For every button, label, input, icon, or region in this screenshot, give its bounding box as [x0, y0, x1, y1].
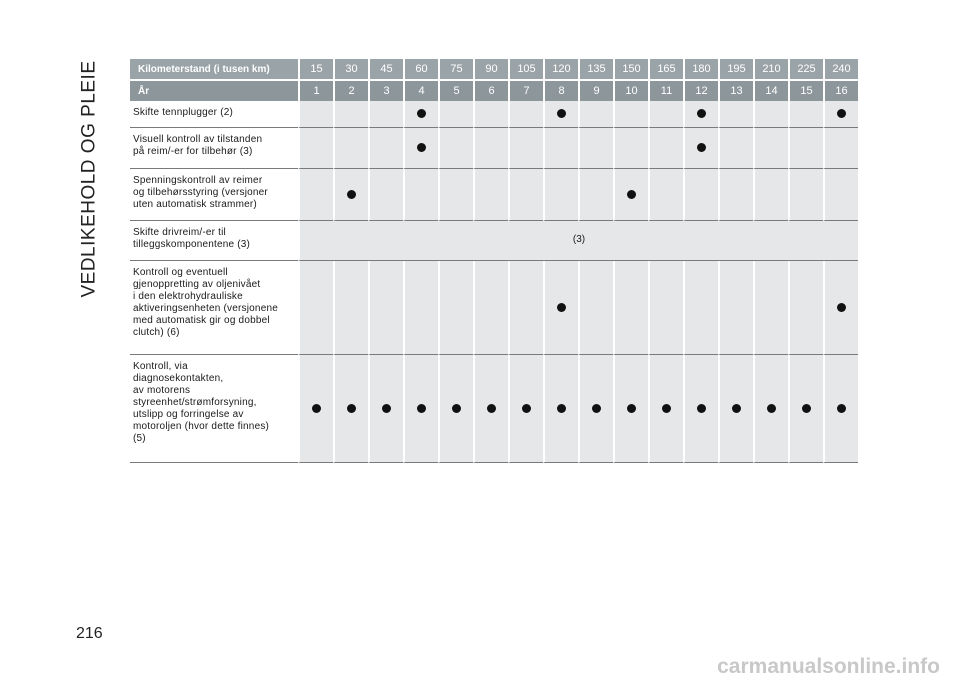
- schedule-cell: [543, 261, 578, 355]
- mileage-header-cell: 225: [788, 59, 823, 79]
- schedule-cell: [788, 128, 823, 169]
- scheduled-dot-icon: [802, 404, 811, 413]
- year-header-label: År: [130, 79, 298, 101]
- mileage-header-cell: 75: [438, 59, 473, 79]
- schedule-cell: [753, 128, 788, 169]
- schedule-cell: [753, 169, 788, 221]
- schedule-cell: [718, 261, 753, 355]
- schedule-cell: [543, 169, 578, 221]
- schedule-cell: [298, 261, 333, 355]
- mileage-header-cell: 90: [473, 59, 508, 79]
- schedule-cell: [438, 128, 473, 169]
- year-header-cell: 11: [648, 79, 683, 101]
- scheduled-dot-icon: [592, 404, 601, 413]
- schedule-cell: [473, 261, 508, 355]
- mileage-header-cell: 165: [648, 59, 683, 79]
- operation-label: Skifte tennplugger (2): [130, 101, 298, 128]
- schedule-cell: [543, 355, 578, 463]
- scheduled-dot-icon: [452, 404, 461, 413]
- schedule-cell: [753, 261, 788, 355]
- operation-label: Kontroll og eventuell gjenoppretting av oljenivået i den elektrohydrauliske aktiveringsenheten (versjonene med automatisk gir og dobbel clutch) (6): [130, 261, 298, 355]
- scheduled-dot-icon: [557, 303, 566, 312]
- schedule-cell: [823, 261, 858, 355]
- scheduled-dot-icon: [697, 404, 706, 413]
- schedule-cell: [438, 355, 473, 463]
- schedule-cell: [508, 169, 543, 221]
- operation-label: Spenningskontroll av reimer og tilbehørsstyring (versjoner uten automatisk strammer): [130, 169, 298, 221]
- mileage-header-cell: 195: [718, 59, 753, 79]
- schedule-cell: [718, 128, 753, 169]
- operation-label: Kontroll, via diagnosekontakten, av motorens styreenhet/strømforsyning, utslipp og forringelse av motoroljen (hvor dette finnes) (5): [130, 355, 298, 463]
- schedule-cell: [578, 101, 613, 128]
- schedule-cell: [333, 169, 368, 221]
- operation-label: Skifte drivreim/-er til tilleggskomponentene (3): [130, 221, 298, 261]
- schedule-cell: [578, 261, 613, 355]
- schedule-cell: [368, 101, 403, 128]
- year-header-cell: 13: [718, 79, 753, 101]
- schedule-cell: [613, 101, 648, 128]
- schedule-cell: [403, 169, 438, 221]
- schedule-cell: [613, 261, 648, 355]
- schedule-cell: [823, 355, 858, 463]
- schedule-cell: [438, 261, 473, 355]
- schedule-cell: [368, 355, 403, 463]
- year-header-cell: 15: [788, 79, 823, 101]
- schedule-cell: [578, 169, 613, 221]
- mileage-header-cell: 60: [403, 59, 438, 79]
- page-number: 216: [76, 625, 103, 642]
- scheduled-dot-icon: [697, 109, 706, 118]
- schedule-cell: [473, 101, 508, 128]
- schedule-cell: [543, 101, 578, 128]
- schedule-cell: [473, 355, 508, 463]
- schedule-cell: [648, 101, 683, 128]
- schedule-cell: [648, 261, 683, 355]
- schedule-cell: [298, 169, 333, 221]
- year-header-cell: 8: [543, 79, 578, 101]
- year-header-cell: 16: [823, 79, 858, 101]
- year-header-cell: 12: [683, 79, 718, 101]
- schedule-cell: [403, 261, 438, 355]
- schedule-cell: [473, 169, 508, 221]
- schedule-body: [130, 101, 858, 463]
- schedule-cell: [333, 101, 368, 128]
- year-header-cell: 4: [403, 79, 438, 101]
- schedule-cell: [368, 128, 403, 169]
- scheduled-dot-icon: [312, 404, 321, 413]
- schedule-cell: [683, 355, 718, 463]
- schedule-cell: [508, 355, 543, 463]
- schedule-cell: [823, 128, 858, 169]
- scheduled-dot-icon: [662, 404, 671, 413]
- mileage-header-cell: 120: [543, 59, 578, 79]
- schedule-cell: [788, 261, 823, 355]
- year-header-row: [130, 79, 858, 101]
- mileage-header-cell: 240: [823, 59, 858, 79]
- schedule-cell: [473, 128, 508, 169]
- schedule-cell: [648, 355, 683, 463]
- schedule-cell: [683, 169, 718, 221]
- section-title: [70, 56, 110, 301]
- mileage-header-cell: 135: [578, 59, 613, 79]
- schedule-cell: [578, 355, 613, 463]
- scheduled-dot-icon: [732, 404, 741, 413]
- schedule-cell: [403, 128, 438, 169]
- schedule-row: [130, 221, 858, 261]
- schedule-cell: [298, 355, 333, 463]
- scheduled-dot-icon: [347, 190, 356, 199]
- schedule-cell: [438, 169, 473, 221]
- scheduled-dot-icon: [557, 404, 566, 413]
- scheduled-dot-icon: [417, 109, 426, 118]
- schedule-cell: [718, 169, 753, 221]
- schedule-cell: [368, 261, 403, 355]
- schedule-cell: [613, 128, 648, 169]
- scheduled-dot-icon: [837, 303, 846, 312]
- schedule-cell: [683, 101, 718, 128]
- mileage-header-cell: 45: [368, 59, 403, 79]
- schedule-row: [130, 355, 858, 463]
- schedule-cell: [753, 101, 788, 128]
- scheduled-dot-icon: [487, 404, 496, 413]
- year-header-cell: 1: [298, 79, 333, 101]
- schedule-cell: [753, 355, 788, 463]
- schedule-cell: [823, 101, 858, 128]
- scheduled-dot-icon: [627, 404, 636, 413]
- scheduled-dot-icon: [417, 143, 426, 152]
- year-header-cell: 5: [438, 79, 473, 101]
- schedule-cell: [648, 169, 683, 221]
- schedule-cell: [613, 169, 648, 221]
- schedule-cell: [298, 101, 333, 128]
- mileage-header-row: [130, 59, 858, 79]
- year-header-cell: 14: [753, 79, 788, 101]
- scheduled-dot-icon: [837, 404, 846, 413]
- scheduled-dot-icon: [627, 190, 636, 199]
- scheduled-dot-icon: [382, 404, 391, 413]
- schedule-cell: [438, 101, 473, 128]
- schedule-cell: [718, 101, 753, 128]
- schedule-row: [130, 128, 858, 169]
- section-title-text: VEDLIKEHOLD OG PLEIE: [79, 59, 100, 298]
- scheduled-dot-icon: [347, 404, 356, 413]
- schedule-row: [130, 101, 858, 128]
- schedule-cell: [683, 128, 718, 169]
- mileage-header-cell: 210: [753, 59, 788, 79]
- schedule-row: [130, 169, 858, 221]
- schedule-cell: [683, 261, 718, 355]
- year-header-cell: 10: [613, 79, 648, 101]
- schedule-cell: [788, 169, 823, 221]
- schedule-row: [130, 261, 858, 355]
- schedule-cell: [823, 169, 858, 221]
- schedule-cell: [613, 355, 648, 463]
- schedule-cell: [788, 355, 823, 463]
- schedule-cell: [508, 128, 543, 169]
- interval-note: (3): [298, 221, 858, 261]
- mileage-header-cell: 150: [613, 59, 648, 79]
- year-header-cell: 7: [508, 79, 543, 101]
- schedule-cell: [333, 261, 368, 355]
- schedule-cell: [788, 101, 823, 128]
- schedule-cell: [368, 169, 403, 221]
- schedule-cell: [718, 355, 753, 463]
- schedule-cell: [508, 101, 543, 128]
- mileage-header-cell: 105: [508, 59, 543, 79]
- watermark: carmanualsonline.info: [717, 655, 940, 678]
- schedule-cell: [403, 101, 438, 128]
- year-header-cell: 2: [333, 79, 368, 101]
- schedule-cell: [648, 128, 683, 169]
- operation-label: Visuell kontroll av tilstanden på reim/-er for tilbehør (3): [130, 128, 298, 169]
- scheduled-dot-icon: [417, 404, 426, 413]
- year-header-cell: 6: [473, 79, 508, 101]
- year-header-cell: 9: [578, 79, 613, 101]
- mileage-header-cell: 30: [333, 59, 368, 79]
- scheduled-dot-icon: [767, 404, 776, 413]
- schedule-cell: [403, 355, 438, 463]
- mileage-header-cell: 180: [683, 59, 718, 79]
- scheduled-dot-icon: [522, 404, 531, 413]
- scheduled-dot-icon: [557, 109, 566, 118]
- scheduled-dot-icon: [697, 143, 706, 152]
- schedule-cell: [333, 128, 368, 169]
- maintenance-schedule-table: [130, 59, 858, 463]
- schedule-cell: [543, 128, 578, 169]
- schedule-cell: [298, 128, 333, 169]
- mileage-header-label: Kilometerstand (i tusen km): [130, 59, 298, 79]
- schedule-cell: [333, 355, 368, 463]
- schedule-cell: [508, 261, 543, 355]
- scheduled-dot-icon: [837, 109, 846, 118]
- schedule-cell: [578, 128, 613, 169]
- year-header-cell: 3: [368, 79, 403, 101]
- mileage-header-cell: 15: [298, 59, 333, 79]
